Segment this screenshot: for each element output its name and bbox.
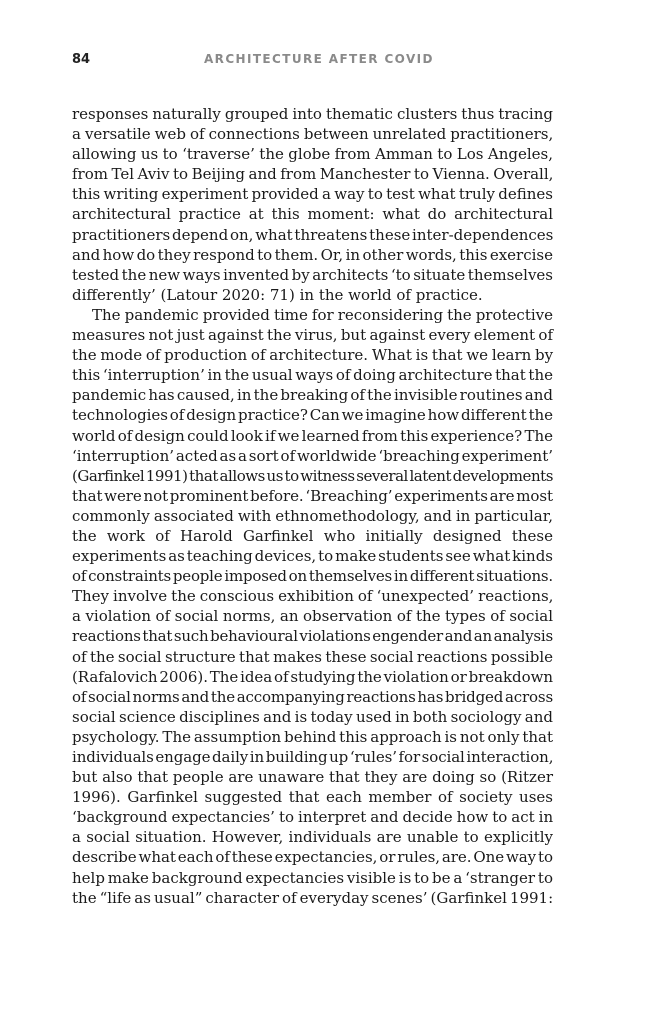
text-line: measures not just against the virus, but against every element of [72, 326, 553, 345]
running-head [72, 52, 552, 72]
text-line: describe what each of these expectancies, or rules, are. One way to [72, 848, 553, 867]
text-line: that were not prominent before. ‘Breaching’ experiments are most [72, 486, 553, 505]
text-line: the mode of production of architecture. What is that we learn by [72, 346, 554, 365]
text-line: ‘background expectancies’ to interpret and decide how to act in [72, 808, 554, 827]
text-line: commonly associated with ethnomethodology, and in particular, [72, 506, 553, 525]
text-line: of the social structure that makes these social reactions possible [72, 647, 553, 666]
text-line: technologies of design practice? Can we imagine how different the [72, 406, 553, 425]
text-line: individuals engage daily in building up ‘rules’ for social interaction, [72, 748, 554, 766]
text-line: 1996). Garfinkel suggested that each member of society uses [72, 788, 553, 807]
paragraph-1 [72, 104, 553, 305]
text-line: a violation of social norms, an observation of the types of social [72, 607, 553, 626]
text-line: the “life as usual” character of everyday scenes’ (Garfinkel 1991: [72, 888, 554, 907]
text-line: (Garfinkel 1991) that allows us to witness several latent developments [72, 466, 553, 485]
text-line: but also that people are unaware that they are doing so (Ritzer [72, 768, 553, 787]
text-line: the work of Harold Garfinkel who initially designed these [72, 526, 553, 545]
text-line: psychology. The assumption behind this approach is not only that [72, 727, 553, 746]
text-line: a social situation. However, individuals are unable to explicitly [72, 828, 553, 847]
text-line: differently’ (Latour 2020: 71) in the world of practice. [72, 285, 483, 304]
page-number: 84 [72, 52, 91, 67]
text-line: a versatile web of connections between unrelated practitioners, [72, 125, 554, 144]
text-line: this ‘interruption’ in the usual ways of doing architecture that the [72, 366, 553, 385]
text-line: of social norms and the accompanying reactions has bridged across [72, 687, 553, 706]
text-line: ‘interruption’ acted as a sort of worldwide ‘breaching experiment’ [72, 446, 553, 465]
text-line: tested the new ways invented by architects ‘to situate themselves [72, 265, 553, 284]
text-line: (Rafalovich 2006). The idea of studying the violation or breakdown [72, 667, 553, 686]
text-line: of constraints people imposed on themselves in different situations. [72, 567, 553, 586]
text-line: help make background expectancies visible is to be a ‘stranger to [72, 868, 553, 887]
text-line: experiments as teaching devices, to make students see what kinds [72, 547, 553, 566]
text-line: responses naturally grouped into thematic clusters thus tracing [72, 105, 553, 123]
text-line: this writing experiment provided a way to test what truly defines [72, 185, 553, 204]
text-line: from Tel Aviv to Beijing and from Manchester to Vienna. Overall, [72, 165, 554, 184]
body-text [72, 104, 553, 908]
text-line: and how do they respond to them. Or, in other words, this exercise [72, 245, 553, 264]
text-line: allowing us to ‘traverse’ the globe from Amman to Los Angeles, [72, 145, 553, 164]
text-line: practitioners depend on, what threatens these inter-dependences [72, 225, 554, 244]
running-title: ARCHITECTURE AFTER COVID [204, 52, 434, 66]
text-line: pandemic has caused, in the breaking of the invisible routines and [72, 386, 553, 405]
text-line: world of design could look if we learned from this experience? The [72, 426, 553, 445]
text-line: The pandemic provided time for reconsidering the protective [92, 305, 553, 324]
text-line: social science disciplines and is today used in both sociology and [72, 707, 553, 726]
text-line: architectural practice at this moment: what do architectural [72, 205, 553, 224]
text-line: They involve the conscious exhibition of ‘unexpected’ reactions, [72, 587, 554, 606]
paragraph-2 [72, 305, 553, 908]
text-line: reactions that such behavioural violations engender and an analysis [72, 627, 553, 646]
